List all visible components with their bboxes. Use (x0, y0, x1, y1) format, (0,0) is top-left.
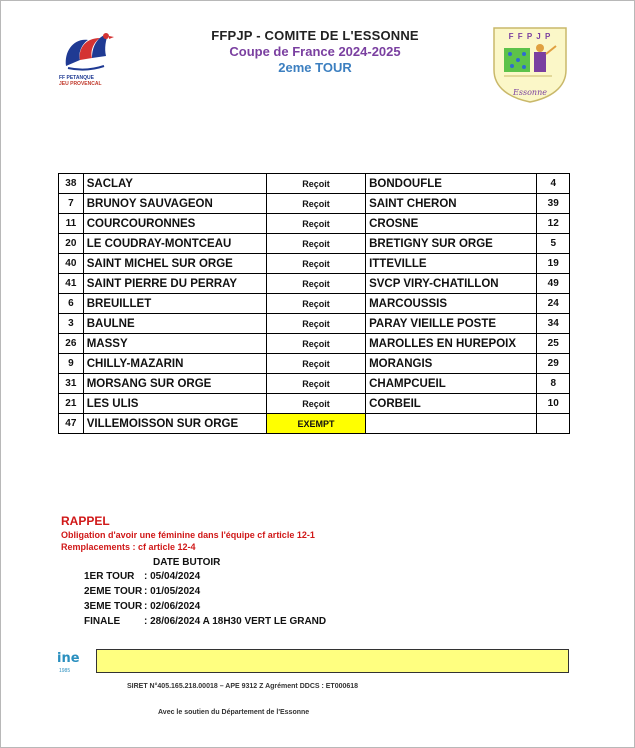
home-num: 11 (59, 214, 84, 234)
crest-lettering: F F P J P (508, 32, 552, 41)
rooster-icon (56, 26, 126, 76)
away-team: CROSNE (366, 214, 537, 234)
match-row (59, 374, 570, 394)
receives-label: Reçoit (266, 254, 365, 274)
deadline-row: 3EME TOUR : 02/06/2024 (84, 601, 201, 612)
receives-label: Reçoit (266, 394, 365, 414)
deadline-row: 1ER TOUR : 05/04/2024 (84, 571, 201, 582)
match-row (59, 394, 570, 414)
exempt-empty-num (537, 414, 570, 434)
home-num: 6 (59, 294, 84, 314)
away-team: BRETIGNY SUR ORGE (366, 234, 537, 254)
away-team: MAROLLES EN HUREPOIX (366, 334, 537, 354)
receives-label: Reçoit (266, 334, 365, 354)
away-team: ITTEVILLE (366, 254, 537, 274)
exempt-row (59, 414, 570, 434)
away-num: 10 (537, 394, 570, 414)
receives-label: Reçoit (266, 314, 365, 334)
yellow-banner (96, 649, 569, 673)
rappel-line-2: Remplacements : cf article 12-4 (61, 542, 196, 552)
home-team: MASSY (83, 334, 266, 354)
match-row (59, 274, 570, 294)
receives-label: Reçoit (266, 194, 365, 214)
away-num: 19 (537, 254, 570, 274)
match-row (59, 234, 570, 254)
home-num: 20 (59, 234, 84, 254)
matches-table (58, 173, 570, 434)
home-team: COURCOURONNES (83, 214, 266, 234)
match-row (59, 354, 570, 374)
away-team: PARAY VIEILLE POSTE (366, 314, 537, 334)
away-team: MORANGIS (366, 354, 537, 374)
home-team: SAINT MICHEL SUR ORGE (83, 254, 266, 274)
rappel-block (61, 514, 315, 552)
away-num: 8 (537, 374, 570, 394)
home-team: CHILLY-MAZARIN (83, 354, 266, 374)
receives-label: Reçoit (266, 274, 365, 294)
match-row (59, 214, 570, 234)
home-team: BAULNE (83, 314, 266, 334)
logo-caption: FF PETANQUE JEU PROVENCAL (59, 75, 102, 87)
match-row (59, 194, 570, 214)
away-num: 34 (537, 314, 570, 334)
away-team: SVCP VIRY-CHATILLON (366, 274, 537, 294)
away-team: SAINT CHERON (366, 194, 537, 214)
away-team: CORBEIL (366, 394, 537, 414)
competition-title: Coupe de France 2024-2025 (229, 44, 401, 59)
match-row (59, 314, 570, 334)
home-num: 21 (59, 394, 84, 414)
home-team: BRUNOY SAUVAGEON (83, 194, 266, 214)
away-num: 24 (537, 294, 570, 314)
soutien-line: Avec le soutien du Département de l'Essonne (158, 709, 310, 716)
home-num: 31 (59, 374, 84, 394)
home-team: LE COUDRAY-MONTCEAU (83, 234, 266, 254)
away-num: 12 (537, 214, 570, 234)
match-row (59, 174, 570, 194)
rappel-line-1: Obligation d'avoir une féminine dans l'équipe cf article 12-1 (61, 530, 315, 540)
rappel-title: RAPPEL (61, 514, 110, 528)
home-team: SAINT PIERRE DU PERRAY (83, 274, 266, 294)
home-num: 26 (59, 334, 84, 354)
ffpjp-rooster-logo (56, 26, 126, 100)
page-header (170, 28, 460, 75)
exempt-num: 47 (59, 414, 84, 434)
away-num: 39 (537, 194, 570, 214)
receives-label: Reçoit (266, 174, 365, 194)
home-num: 41 (59, 274, 84, 294)
ine-logo: ine 1985 (57, 651, 80, 674)
home-num: 7 (59, 194, 84, 214)
home-num: 40 (59, 254, 84, 274)
home-team: LES ULIS (83, 394, 266, 414)
deadline-row: 2EME TOUR : 01/05/2024 (84, 586, 201, 597)
deadlines-block (84, 557, 326, 629)
crest-signature: Essonne (513, 88, 547, 97)
away-num: 4 (537, 174, 570, 194)
deadline-row: FINALE : 28/06/2024 A 18H30 VERT LE GRAND (84, 616, 327, 627)
home-team: MORSANG SUR ORGE (83, 374, 266, 394)
match-row (59, 334, 570, 354)
away-team: CHAMPCUEIL (366, 374, 537, 394)
receives-label: Reçoit (266, 294, 365, 314)
home-num: 3 (59, 314, 84, 334)
exempt-empty-away (366, 414, 537, 434)
receives-label: Reçoit (266, 354, 365, 374)
deadlines-title: DATE BUTOIR (153, 557, 221, 568)
away-team: BONDOUFLE (366, 174, 537, 194)
home-num: 9 (59, 354, 84, 374)
away-num: 5 (537, 234, 570, 254)
home-num: 38 (59, 174, 84, 194)
match-row (59, 294, 570, 314)
home-team: BREUILLET (83, 294, 266, 314)
home-team: SACLAY (83, 174, 266, 194)
away-num: 25 (537, 334, 570, 354)
ffpjp-essonne-crest (490, 26, 570, 104)
siret-line: SIRET N°405.165.218.00018 – APE 9312 Z Agrément DDCS : ET000618 (127, 683, 359, 690)
away-num: 49 (537, 274, 570, 294)
receives-label: Reçoit (266, 214, 365, 234)
away-num: 29 (537, 354, 570, 374)
away-team: MARCOUSSIS (366, 294, 537, 314)
exempt-team: VILLEMOISSON SUR ORGE (83, 414, 266, 434)
match-row (59, 254, 570, 274)
receives-label: Reçoit (266, 234, 365, 254)
round-title: 2eme TOUR (278, 60, 352, 75)
committee-title: FFPJP - COMITE DE L'ESSONNE (211, 28, 419, 43)
exempt-badge: EXEMPT (266, 414, 365, 434)
receives-label: Reçoit (266, 374, 365, 394)
